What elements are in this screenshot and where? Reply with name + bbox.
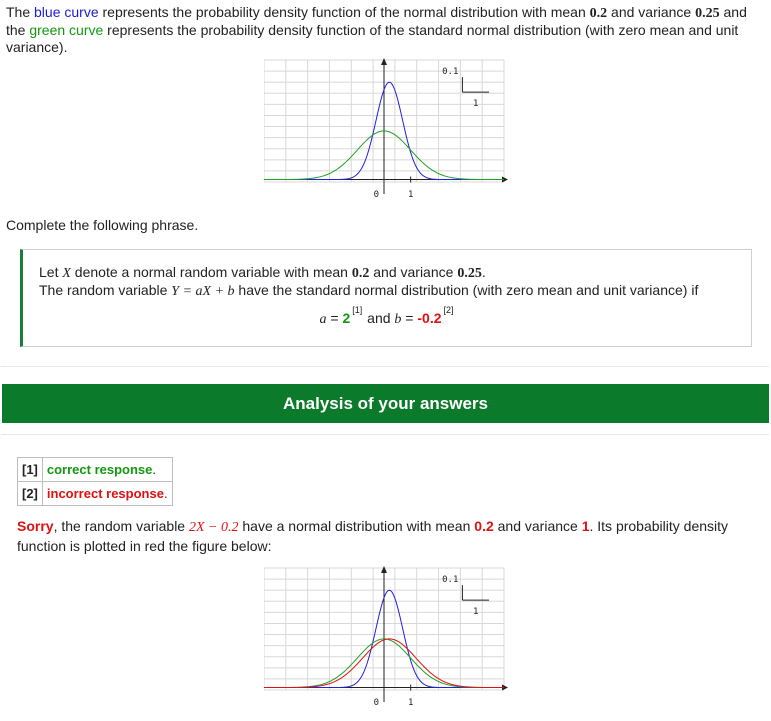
- feedback-row: [18, 458, 173, 482]
- intro-text: [6, 4, 764, 56]
- sorry-message: [17, 517, 757, 555]
- x-one-label: 1: [407, 190, 414, 200]
- feedback-status: correct response: [46, 462, 153, 477]
- question-text: .: [481, 264, 486, 280]
- feedback-num: [1]: [18, 458, 43, 482]
- sorry-word: Sorry: [17, 518, 54, 534]
- intro-part: represents the probability density function of the standard normal distribution (with zero mean and unit variance).: [6, 22, 739, 55]
- y-scale-label: 0.1: [442, 575, 459, 586]
- feedback-cell: [42, 458, 172, 482]
- question-line-1: [39, 264, 486, 282]
- sorry-variance: 1: [581, 518, 590, 534]
- x-one-label: 1: [407, 698, 414, 708]
- answer-ref-1: [1]: [352, 305, 363, 315]
- density-chart-top: [264, 56, 508, 202]
- unit-box-label: 1: [473, 99, 479, 110]
- feedback-row: [18, 482, 173, 506]
- y-scale-label: 0.1: [442, 67, 459, 78]
- feedback-status: incorrect response: [46, 486, 164, 501]
- y-axis-arrow: [381, 58, 387, 65]
- intro-part: The: [6, 4, 35, 20]
- x-origin-label: 0: [373, 698, 379, 708]
- feedback-dot: .: [163, 486, 168, 501]
- b-label: b: [394, 312, 402, 327]
- divider: [1, 434, 769, 435]
- a-label: a: [319, 312, 327, 327]
- intro-part: and the: [6, 4, 747, 38]
- answer-b-value[interactable]: -0.2: [417, 310, 442, 326]
- intro-variance: 0.25: [695, 6, 720, 21]
- x-origin-label: 0: [373, 190, 379, 200]
- divider: [1, 366, 769, 367]
- unit-box-label: 1: [473, 607, 479, 618]
- intro-part: represents the probability density function of the normal distribution with mean: [98, 4, 590, 20]
- sorry-text: and variance: [493, 518, 582, 534]
- sorry-text: . Its probability density function is plotted in red the figure below:: [17, 518, 729, 554]
- equals-sign: =: [401, 310, 418, 326]
- feedback-table: [17, 457, 173, 506]
- feedback-num: [2]: [18, 482, 43, 506]
- question-mean: 0.2: [351, 266, 370, 281]
- y-axis-arrow: [381, 566, 387, 573]
- question-variance: 0.25: [457, 266, 482, 281]
- question-text: The random variable: [39, 282, 172, 298]
- answer-ref-2: [2]: [443, 305, 454, 315]
- intro-part: and variance: [607, 4, 696, 20]
- question-answers-line: [23, 305, 751, 328]
- green-curve-label: green curve: [29, 22, 104, 38]
- phrase-instruction: Complete the following phrase.: [6, 217, 199, 233]
- feedback-cell: [42, 482, 172, 506]
- intro-mean: 0.2: [589, 6, 608, 21]
- analysis-banner: Analysis of your answers: [2, 384, 769, 423]
- question-text: and variance: [369, 264, 458, 280]
- question-text: Let: [39, 264, 63, 280]
- question-line-2: [39, 282, 698, 300]
- sorry-text: have a normal distribution with mean: [238, 518, 475, 534]
- question-card: [20, 249, 752, 347]
- question-text: denote a normal random variable with mean: [70, 264, 352, 280]
- sorry-formula: 2X − 0.2: [188, 520, 239, 535]
- question-text: have the standard normal distribution (with zero mean and unit variance) if: [234, 282, 699, 298]
- sorry-mean: 0.2: [474, 518, 494, 534]
- blue-curve-label: blue curve: [34, 4, 99, 20]
- var-x: X: [62, 266, 71, 281]
- sorry-text: , the random variable: [53, 518, 189, 534]
- density-chart-bottom: [264, 564, 508, 710]
- feedback-dot: .: [152, 462, 157, 477]
- formula-y: Y = aX + b: [171, 284, 235, 299]
- equals-sign: =: [326, 310, 343, 326]
- and-text: and: [363, 310, 395, 326]
- answer-a-value[interactable]: 2: [342, 310, 351, 326]
